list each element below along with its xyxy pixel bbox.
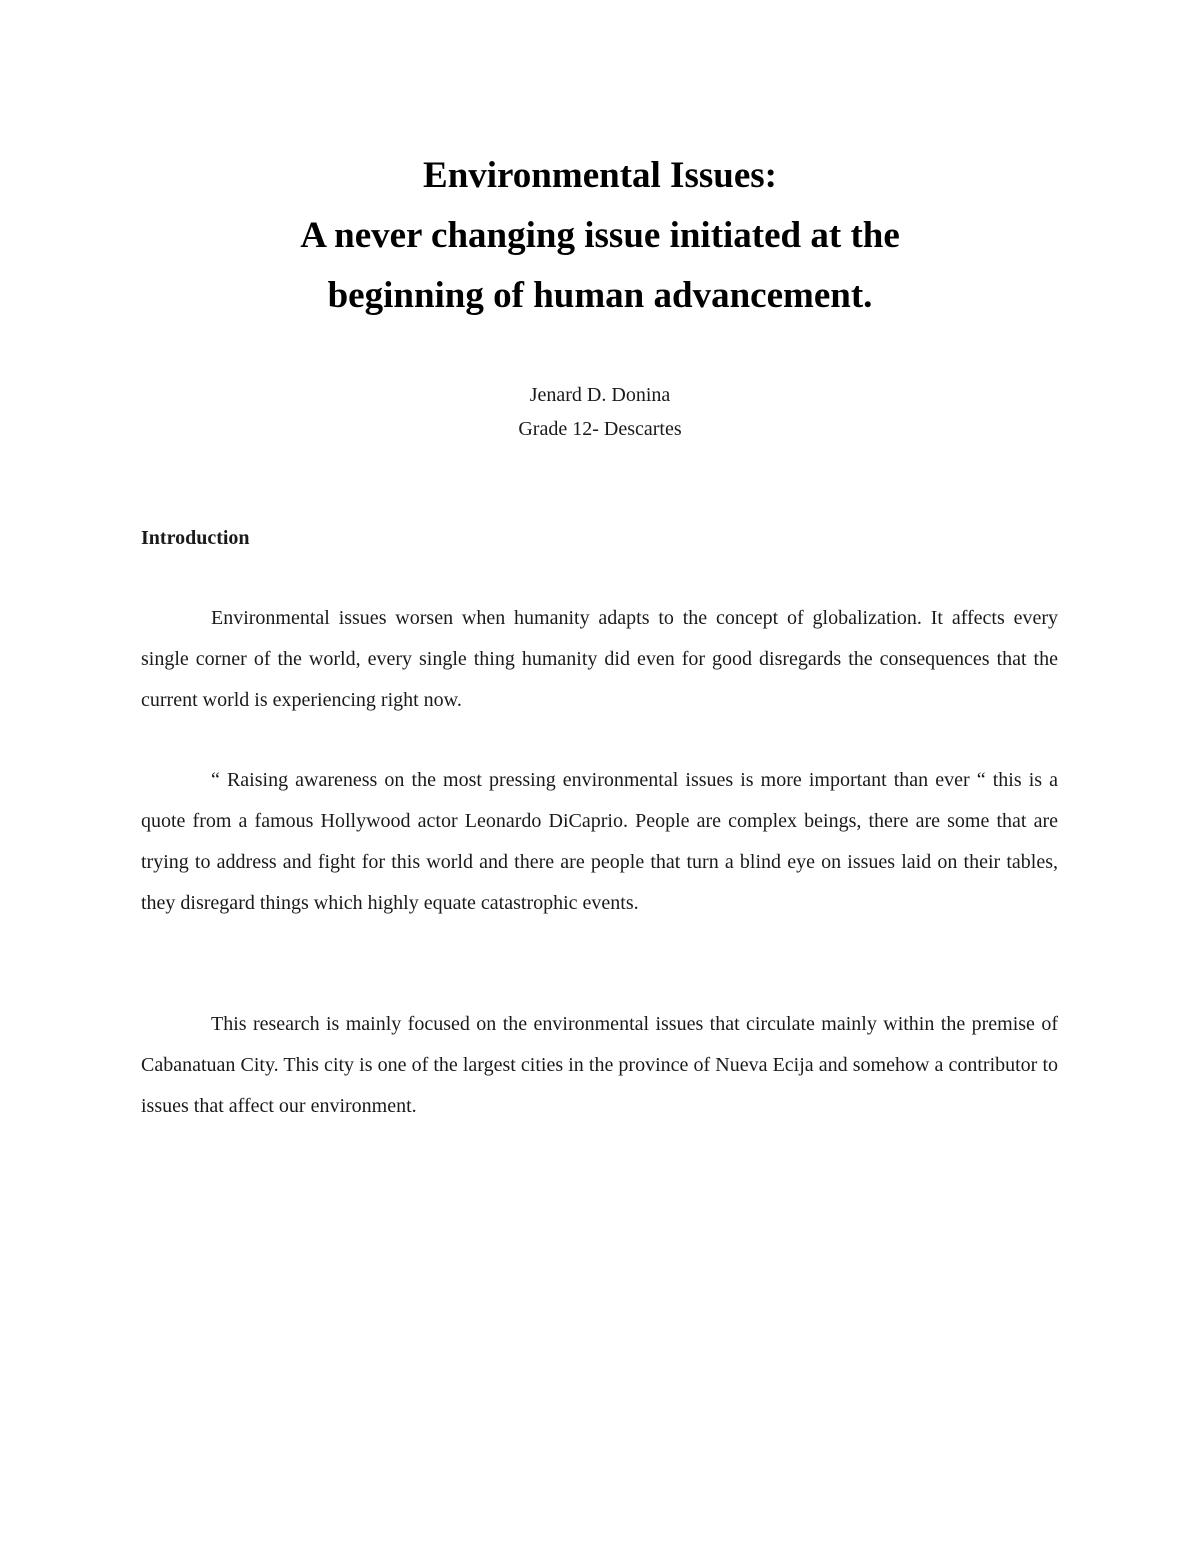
paragraph-2: “ Raising awareness on the most pressing environmental issues is more important than ever “ this is a quote from a famous Hollywood actor Leonardo DiCaprio. People are complex beings, there are some that are trying to address and fight for this world and there are people that turn a blind eye on issues laid on their tables, they disregard things which highly equate catastrophic events.	[141, 769, 1058, 914]
title-line-1: Environmental Issues:	[423, 155, 777, 196]
document-title	[140, 146, 1060, 326]
title-line-3: beginning of human advancement.	[327, 275, 873, 316]
paragraph-3: This research is mainly focused on the environmental issues that circulate mainly within the premise of Cabanatuan City. This city is one of the largest cities in the province of Nueva Ecija and somehow a contributor to issues that affect our environment.	[141, 1013, 1058, 1117]
author-grade: Grade 12- Descartes	[518, 418, 682, 440]
title-line-2: A never changing issue initiated at the	[300, 215, 900, 256]
author-info	[140, 378, 1060, 446]
paragraph-1: Environmental issues worsen when humanity adapts to the concept of globalization. It affects every single corner of the world, every single thing humanity did even for good disregards the consequences that the current world is experiencing right now.	[141, 607, 1058, 711]
section-heading-introduction: Introduction	[141, 527, 250, 549]
author-name: Jenard D. Donina	[529, 384, 671, 406]
